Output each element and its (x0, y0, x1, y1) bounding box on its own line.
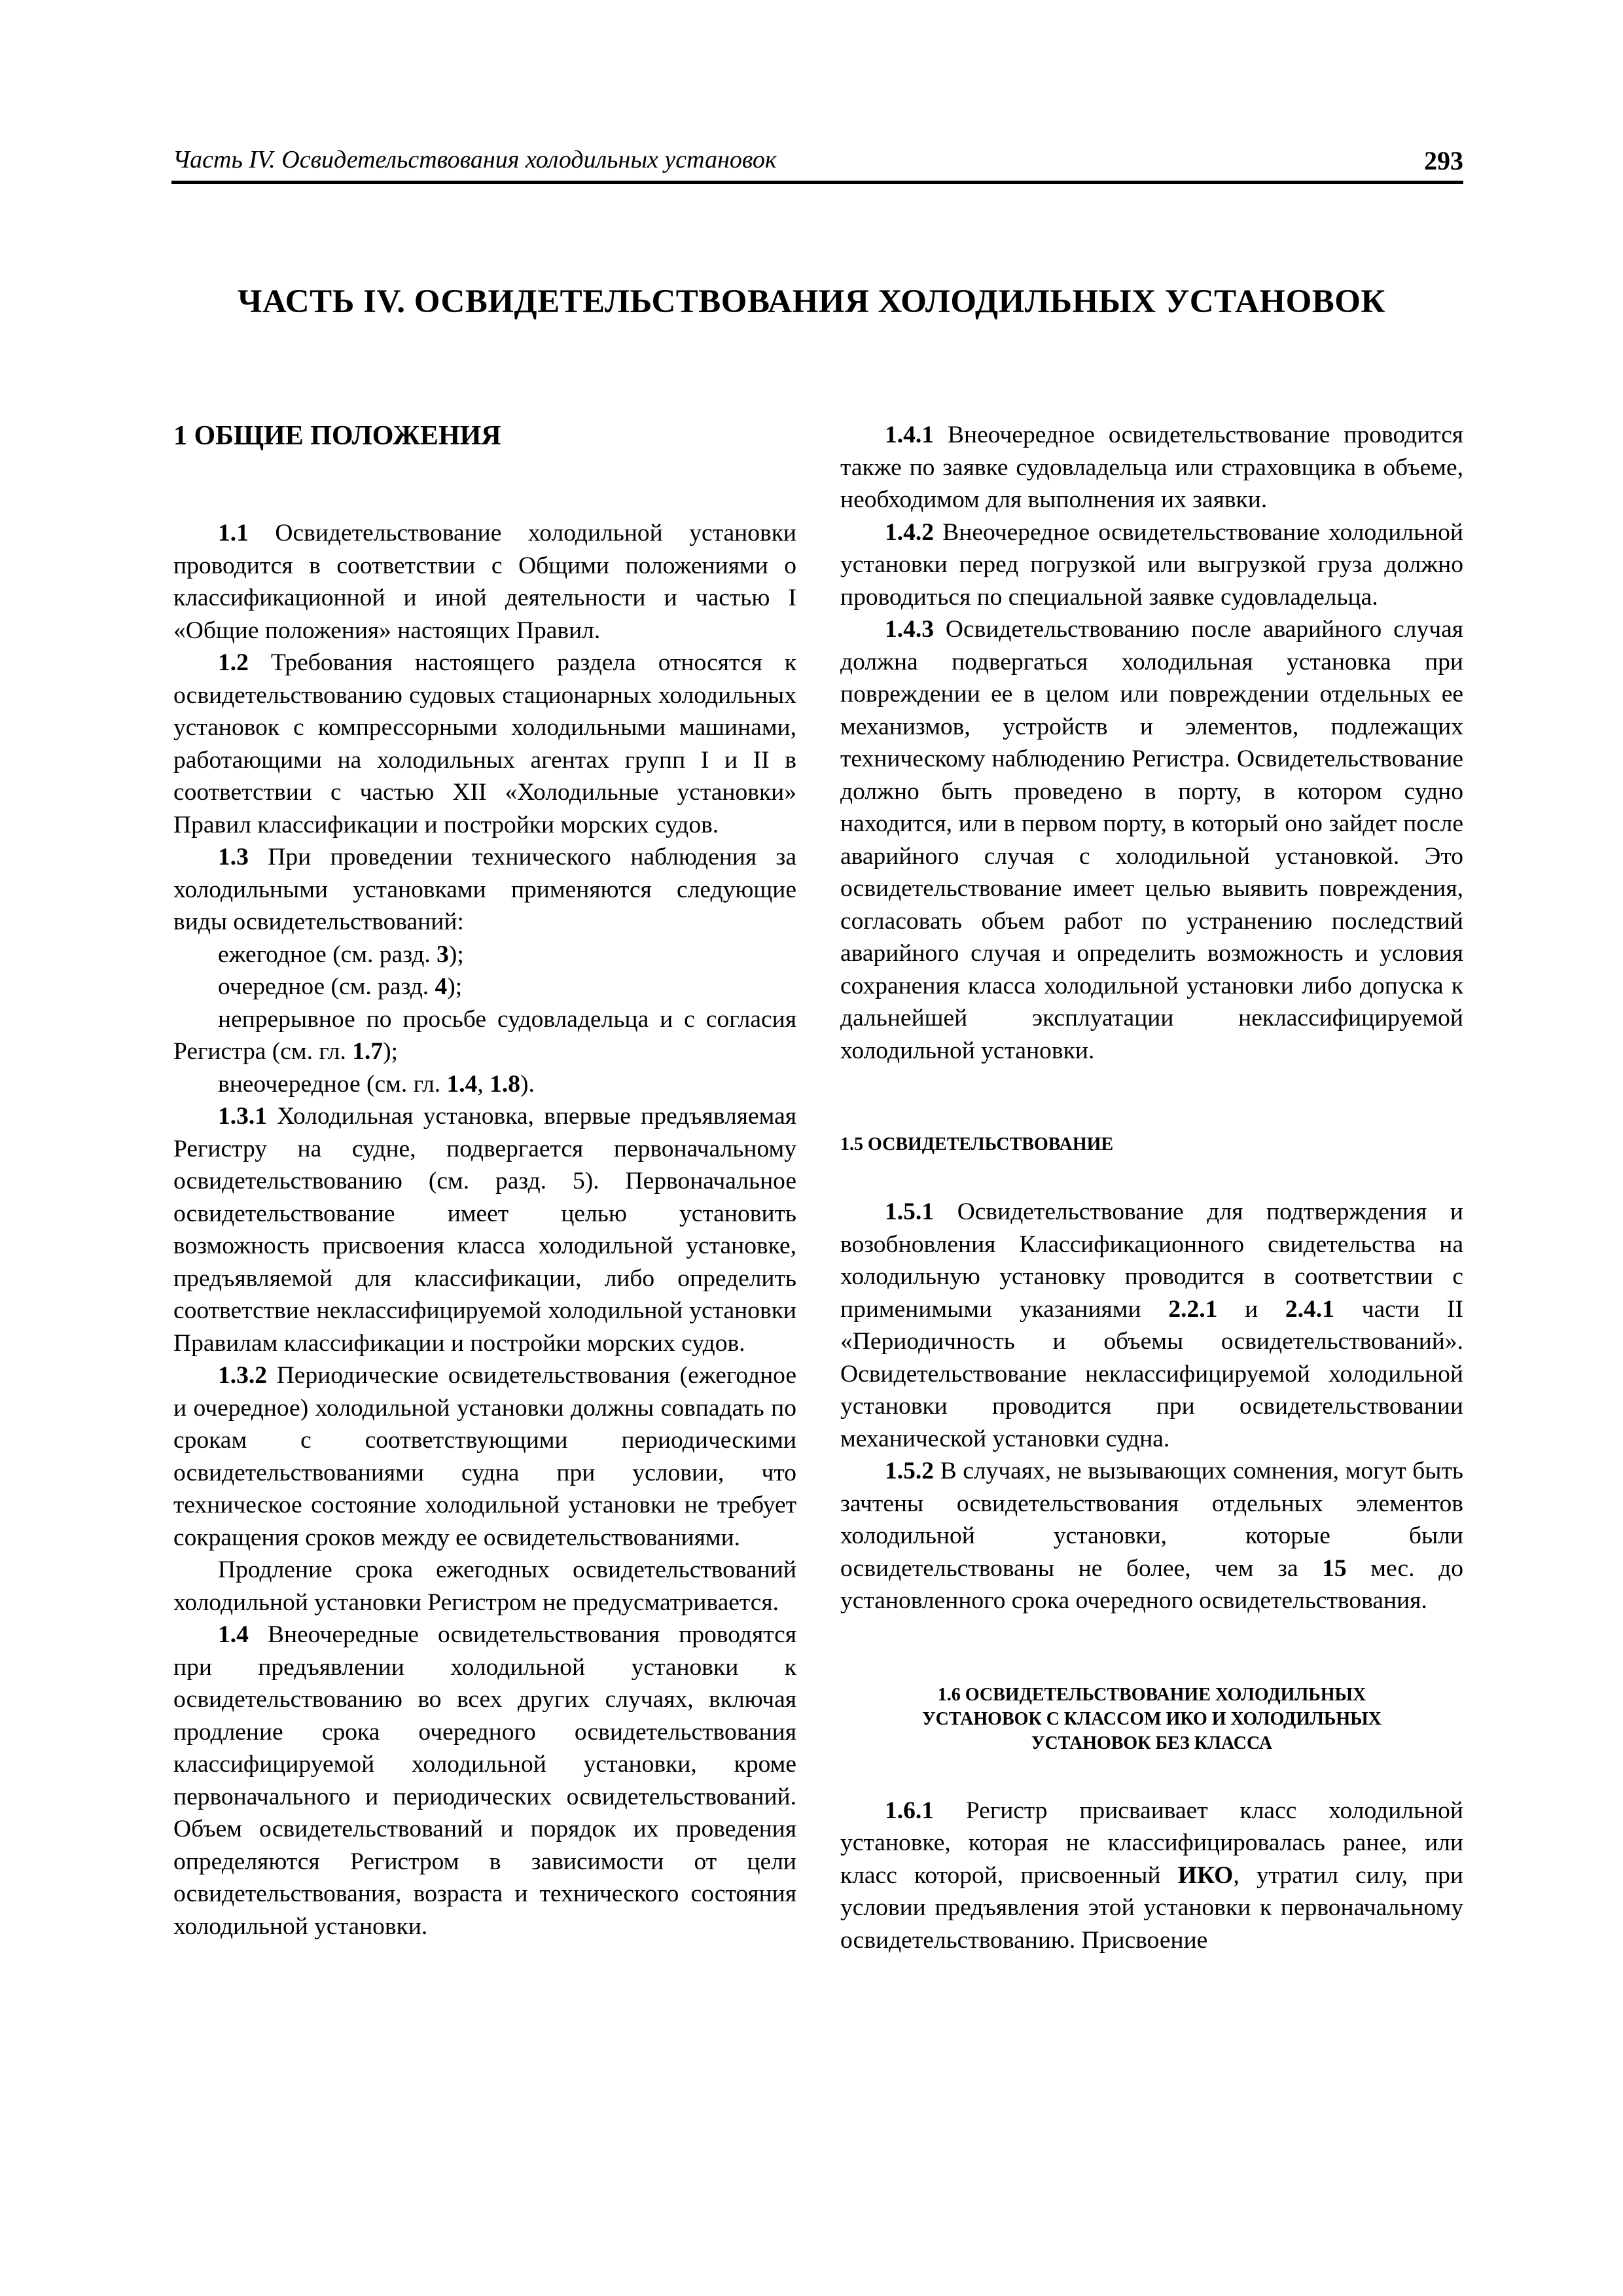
paragraph-1-6-1: 1.6.1 Регистр присваивает класс холодильной установке, которая не классифицировалась ранее, или класс которой, присвоенный ИКО, утратил силу, при условии предъявления этой установки к первоначальному освидетельствованию. Присвоение (840, 1797, 1463, 1954)
section-1-6-title-line: УСТАНОВОК БЕЗ КЛАССА (1031, 1732, 1273, 1753)
clause-number: 1.5.2 (885, 1458, 934, 1484)
clause-number: 1.5.1 (885, 1198, 934, 1225)
paragraph-1-5-1: 1.5.1 Освидетельствование для подтверждения и возобновления Классификационного свидетельства на холодильную установку проводится в соответствии с применимыми указаниями 2.2.1 и 2.4.1 части II «Периодичность и объемы освидетельствований». Освидетельствование неклассифицируемой холодильной установки проводится при освидетельствовании механической установки судна. (840, 1198, 1463, 1452)
part-title: ЧАСТЬ IV. ОСВИДЕТЕЛЬСТВОВАНИЯ ХОЛОДИЛЬНЫХ УСТАНОВОК (238, 283, 1385, 320)
clause-number: 1.1 (218, 520, 249, 547)
running-header (171, 145, 1463, 184)
paragraph-1-1: 1.1 Освидетельствование холодильной установки проводится в соответствии с Общими положениями о классификационной и иной деятельности и частью I «Общие положения» настоящих Правил. (173, 520, 796, 644)
clause-number: 1.6.1 (885, 1797, 934, 1824)
paragraph-1-3-2: 1.3.2 Периодические освидетельствования (ежегодное и очередное) холодильной установки должны совпадать по срокам с соответствующими периодическими освидетельствованиями судна при условии, что техническое состояние холодильной установки не требует сокращения сроков между ее освидетельствованиями. (173, 1362, 796, 1551)
paragraph-extension: Продление срока ежегодных освидетельствований холодильной установки Регистром не предусматривается. (173, 1556, 796, 1616)
section-1-6-title-line: УСТАНОВОК С КЛАССОМ ИКО И ХОЛОДИЛЬНЫХ (922, 1708, 1382, 1729)
clause-number: 1.3 (218, 844, 249, 870)
section-1-5-title: 1.5 ОСВИДЕТЕЛЬСТВОВАНИЕ (840, 1134, 1114, 1155)
clause-number: 1.4.3 (885, 616, 934, 643)
list-item-continuous: непрерывное по просьбе судовладельца и с согласия Регистра (см. гл. 1.7); (173, 1005, 796, 1065)
left-column (173, 419, 796, 1943)
paragraph-1-4: 1.4 Внеочередные освидетельствования проводятся при предъявлении холодильной установки к освидетельствованию во всех других случаях, включая продление срока очередного освидетельствования классифицируемой холодильной установки, кроме первоначального и периодических освидетельствований. Объем освидетельствований и порядок их проведения определяются Регистром в зависимости от цели освидетельствования, возраста и технического состояния холодильной установки. (173, 1621, 796, 1940)
section-1-title: 1 ОБЩИЕ ПОЛОЖЕНИЯ (173, 421, 501, 451)
clause-number: 1.4 (218, 1621, 249, 1648)
section-1-6-title-line: 1.6 ОСВИДЕТЕЛЬСТВОВАНИЕ ХОЛОДИЛЬНЫХ (937, 1684, 1366, 1705)
right-column (840, 419, 1463, 1956)
clause-number: 1.4.2 (885, 518, 934, 546)
paragraph-1-4-2: 1.4.2 Внеочередное освидетельствование холодильной установки перед погрузкой или выгрузкой груза должно проводиться по специальной заявке судовладельца. (840, 518, 1463, 611)
page-number: 293 (1424, 146, 1463, 175)
clause-number: 1.3.1 (218, 1103, 267, 1130)
paragraph-1-5-2: 1.5.2 В случаях, не вызывающих сомнения, могут быть зачтены освидетельствования отдельных элементов холодильной установки, которые были освидетельствованы не более, чем за 15 мес. до установленного срока очередного освидетельствования. (840, 1458, 1463, 1614)
section-1-6-title (840, 1683, 1463, 1755)
header-title: Часть IV. Освидетельствования холодильных установок (173, 146, 777, 173)
paragraph-1-4-3: 1.4.3 Освидетельствованию после аварийного случая должна подвергаться холодильная установка при повреждении ее в целом или повреждении отдельных ее механизмов, устройств и элементов, подлежащих техническому наблюдению Регистра. Освидетельствование должно быть проведено в порту, в котором судно находится, или в первом порту, в который оно зайдет после аварийного случая с холодильной установкой. Это освидетельствование имеет целью выявить повреждения, согласовать объем работ по устранению последствий аварийного случая и определить возможность и условия сохранения класса холодильной установки либо допуска к дальнейшей эксплуатации неклассифицируемой холодильной установки. (840, 616, 1463, 1064)
list-item-occasional: внеочередное (см. гл. 1.4, 1.8). (218, 1070, 535, 1098)
list-item-annual: ежегодное (см. разд. 3); (218, 941, 464, 968)
paragraph-1-3: 1.3 При проведении технического наблюдения за холодильными установками применяются следующие виды освидетельствований: (173, 844, 796, 935)
clause-number: 1.3.2 (218, 1362, 267, 1389)
list-item-renewal: очередное (см. разд. 4); (218, 973, 463, 1000)
clause-number: 1.2 (218, 649, 249, 676)
paragraph-1-2: 1.2 Требования настоящего раздела относятся к освидетельствованию судовых стационарных холодильных установок с компрессорными холодильными машинами, работающими на холодильных агентах групп I и II в соответствии с частью XII «Холодильные установки» Правил классификации и постройки морских судов. (173, 649, 796, 838)
paragraph-1-3-1: 1.3.1 Холодильная установка, впервые предъявляемая Регистру на судне, подвергается первоначальному освидетельствованию (см. разд. 5). Первоначальное освидетельствование имеет целью установить возможность присвоения класса холодильной установке, предъявляемой для классификации, либо определить соответствие неклассифицируемой холодильной установки Правилам классификации и постройки морских судов. (173, 1103, 796, 1357)
paragraph-1-4-1: 1.4.1 Внеочередное освидетельствование проводится также по заявке судовладельца или страховщика в объеме, необходимом для выполнения их заявки. (840, 422, 1463, 513)
clause-number: 1.4.1 (885, 422, 934, 448)
